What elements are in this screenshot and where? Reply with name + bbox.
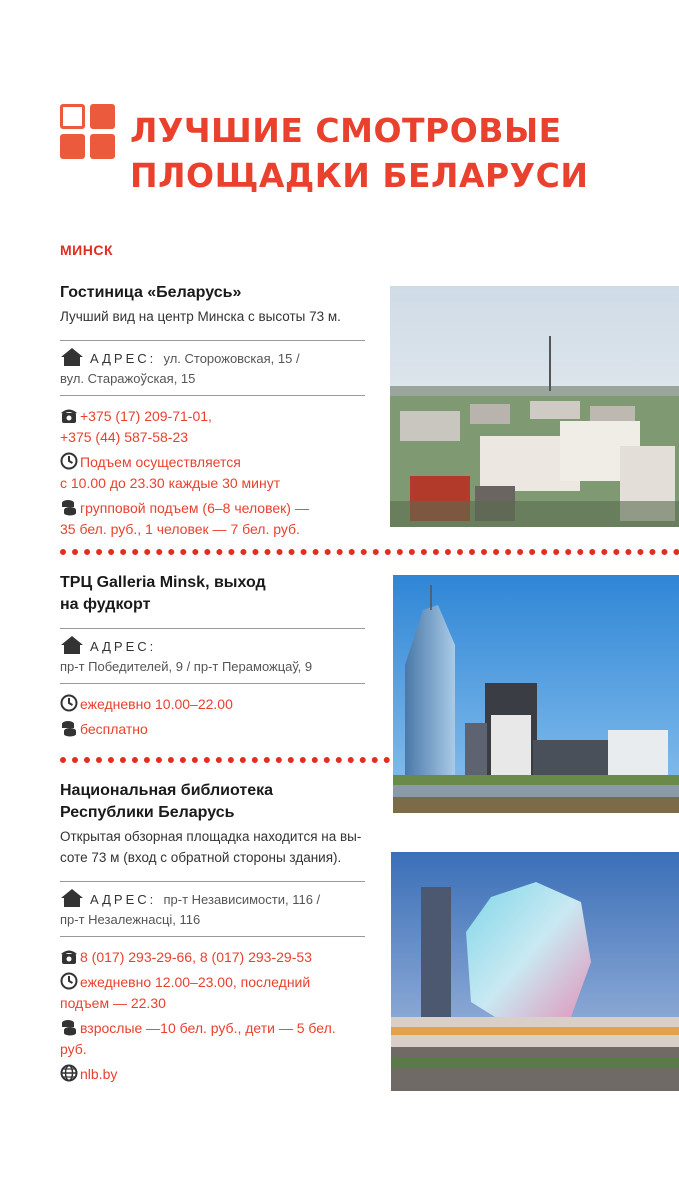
entry-name: Гостиница «Беларусь» [60, 284, 242, 301]
entry-description: Лучший вид на центр Минска с высоты 73 м. [60, 309, 341, 324]
phone-line-2[interactable]: +375 (44) 587-58-23 [60, 429, 189, 445]
phone-text[interactable]: 8 (017) 293-29-66, 8 (017) 293-29-53 [80, 949, 312, 965]
entry-name-line-1: ТРЦ Galleria Minsk, выход [60, 574, 266, 591]
title-line-2: ПЛОЩАДКИ БЕЛАРУСИ [130, 156, 589, 195]
divider [60, 395, 365, 396]
home-icon [60, 347, 84, 367]
divider [60, 936, 365, 937]
entry-name-line-2: на фудкорт [60, 596, 151, 613]
address-label: АДРЕС: [90, 639, 157, 654]
home-icon [60, 888, 84, 908]
photo-hotel-view [390, 286, 679, 527]
clock-icon [60, 452, 78, 470]
phone-row [60, 947, 365, 968]
title-line-1: ЛУЧШИЕ СМОТРОВЫЕ [130, 111, 562, 150]
hours-text: ежедневно 10.00–22.00 [80, 696, 233, 712]
price-text: взрослые —10 бел. руб., дети — 5 бел. руб. [60, 1020, 336, 1057]
coins-icon [60, 1018, 78, 1036]
phone-icon [60, 406, 78, 424]
entry-name-line-2: Республики Беларусь [60, 804, 235, 821]
dotted-separator [60, 757, 390, 763]
price-text: бесплатно [80, 721, 148, 737]
address-line-2: пр-т Незалежнасці, 116 [60, 912, 201, 927]
phone-row [60, 406, 365, 448]
clock-icon [60, 694, 78, 712]
photo-galleria-view [393, 575, 679, 813]
website-row [60, 1064, 365, 1085]
price-row [60, 719, 365, 740]
entry-description-line-2: соте 73 м (вход с обратной стороны здания). [60, 850, 342, 865]
hours-line-1: ежедневно 12.00–23.00, последний [80, 974, 311, 990]
address-block [60, 629, 365, 683]
clock-icon [60, 972, 78, 990]
entry-hotel-belarus [60, 282, 365, 540]
page-title [130, 108, 588, 198]
hours-row [60, 452, 365, 494]
hours-line-1: Подъем осуществляется [80, 454, 241, 470]
entry-description-line-1: Открытая обзорная площадка находится на вы- [60, 829, 362, 844]
address-label: АДРЕС: [90, 351, 157, 366]
entry-national-library [60, 780, 365, 1085]
address-line-1: ул. Сторожовская, 15 / [163, 351, 300, 366]
phone-line-1[interactable]: +375 (17) 209-71-01, [80, 408, 212, 424]
address-line: пр-т Победителей, 9 / пр-т Пераможцаў, 9 [60, 659, 313, 674]
hours-line-2: подъем — 22.30 [60, 995, 166, 1011]
price-row [60, 498, 365, 540]
photo-library-view [391, 852, 679, 1091]
address-label: АДРЕС: [90, 892, 157, 907]
coins-icon [60, 719, 78, 737]
coins-icon [60, 498, 78, 516]
address-line-2: вул. Старажоўская, 15 [60, 371, 196, 386]
dotted-separator [60, 549, 679, 555]
hours-row [60, 972, 365, 1014]
address-block [60, 341, 365, 395]
entry-name-line-1: Национальная библиотека [60, 782, 274, 799]
logo-squares-icon [60, 104, 116, 160]
hours-row [60, 694, 365, 715]
entry-galleria-minsk [60, 572, 365, 740]
globe-icon [60, 1064, 78, 1082]
home-icon [60, 635, 84, 655]
price-line-1: групповой подъем (6–8 человек) — [80, 500, 309, 516]
divider [60, 683, 365, 684]
city-heading: МИНСК [60, 242, 113, 258]
price-row [60, 1018, 365, 1060]
address-block [60, 882, 365, 936]
address-line-1: пр-т Независимости, 116 / [163, 892, 321, 907]
website-link[interactable]: nlb.by [80, 1066, 118, 1082]
price-line-2: 35 бел. руб., 1 человек — 7 бел. руб. [60, 521, 300, 537]
phone-icon [60, 947, 78, 965]
hours-line-2: с 10.00 до 23.30 каждые 30 минут [60, 475, 281, 491]
